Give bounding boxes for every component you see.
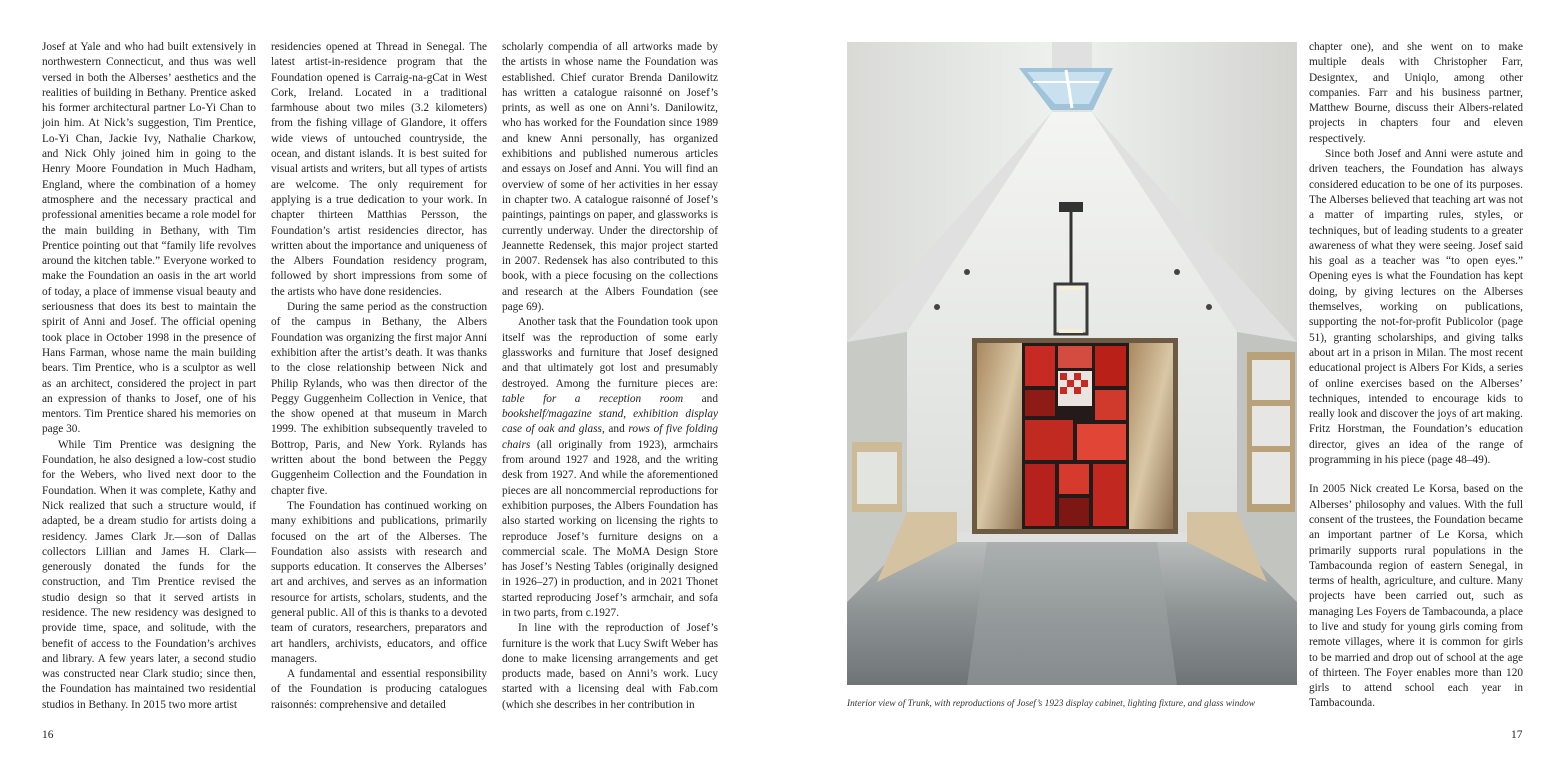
paragraph: In line with the reproduction of Josef’s furniture is the work that Lucy Swift Weber has done to make licensing arrangements and get products made, based on Anni’s work. Lucy started with a licensing deal with Fab.com (which she describes in her contribution in: [502, 622, 718, 711]
italic-title: table for a reception room: [502, 392, 684, 405]
text-run: Another task that the Foundation took upon itself was the reproduction of some early glassworks and furniture that Josef designed and that ultimately got lost and presumably destroyed. Among the furniture pieces are:: [502, 316, 718, 390]
paragraph: During the same period as the construction of the campus in Bethany, the Albers Foundation was organizing the first major Anni exhibition after the artist’s death. It was thanks to the close relationship between Nick and Philip Rylands, who was then director of the Peggy Guggenheim Collection in Venice, that the show opened at that museum in March 1999. The exhibition subsequently traveled to Bottrop, Paris, and New York. Rylands has written about the bond between the Peggy Guggenheim Collection and the Foundation in chapter five.: [271, 301, 487, 497]
text-run: (all originally from 1923), armchairs from around 1927 and 1928, and the writing desk from 1927. And while the aforementioned pieces are all noncommercial reproductions for exhibition purposes, the Albers Foundation has also started working on licensing the rights to reproduce Josef’s furniture designs on a commercial scale. The MoMA Design Store has Josef’s Nesting Tables (originally designed in 1926–27) in production, and in 2021 Thonet started reproducing Josef’s armchair, and sofa in two parts, from c.1927.: [502, 438, 718, 619]
paragraph: scholarly compendia of all artworks made by the artists in whose name the Foundation was established. Chief curator Brenda Danilowitz has written a catalogue raisonné on Josef’s prints, as well as one on Anni’s. Danilowitz, who has worked for the Foundation since 1989 and knew Anni personally, has organized exhibitions and published numerous articles and essays on Josef and Anni. You will find an overview of some of her activities in her essay in chapter two. A catalogue raisonné of Josef’s paintings, paintings on paper, and glassworks is currently underway. Under the directorship of Jeannette Redensek, this major project started in 2007. Redensek has also contributed to this book, with a piece focusing on the collections and research at the Albers Foundation (see page 69).: [502, 41, 718, 314]
paragraph: The Foundation has continued working on many exhibitions and publications, primarily focused on the art of the Alberses. The Foundation also assists with research and supports education. It conserves the Alberses’ art and archives, and serves as an information resource for artists, scholars, students, and the general public. All of this is thanks to a devoted team of curators, researchers, preparators and art handlers, archivists, educators, and office managers.: [271, 499, 487, 665]
italic-title: bookshelf/magazine stand: [502, 408, 624, 421]
interior-illustration: [847, 42, 1297, 685]
window-trees-right: [1129, 343, 1173, 529]
spotlight: [964, 269, 970, 275]
right-page: [782, 0, 1565, 782]
paragraph: While Tim Prentice was designing the Foundation, he also designed a low-cost studio for the Webers, who lived next door to the Foundation. When it was complete, Kathy and Nick realized that such a structure would, if adapted, be a dream studio for artists doing a residency. James Clark Jr.—son of Dallas collectors Lillian and James H. Clark—generously donated the funds for the construction, and Tim Prentice revised the studio design so that it served artists in residence. The new residency was designed to provide time, space, and solitude, with the benefit of access to the Foundation’s archives and library. A few years later, a second studio was constructed near Clark studio; since then, the Foundation has maintained two residential studios in Bethany. In 2015 two more artist: [42, 438, 256, 711]
window-trees-left: [977, 343, 1022, 529]
spotlight: [1206, 304, 1212, 310]
text-column-3: [502, 40, 718, 713]
paragraph: Since both Josef and Anni were astute and driven teachers, the Foundation has always considered education to be one of its purposes. The Alberses believed that teaching art was not a matter of imparting rules, styles, or techniques, but of leading students to a greater awareness of what they were seeing. Josef said his goal as a teacher was “to open eyes.” Opening eyes is what the Foundation has kept doing, by giving lectures on the Alberses themselves, working on publications, supporting the not-for-profit Publicolor (page 51), granting scholarships, and giving talks about art in a prison in Milan. The most recent educational project is Albers For Kids, a series of online exercises based on the Alberses’ techniques, intended to encourage kids to really look and discover the joys of art making. Fritz Horstman, the Foundation’s education director, gives an idea of the range of programming in his piece (page 48–49).: [1309, 148, 1523, 467]
text-run: and: [683, 392, 718, 405]
spotlight: [934, 304, 940, 310]
paragraph: A fundamental and essential responsibility of the Foundation is producing catalogues raisonnés: comprehensive and detailed: [271, 668, 487, 711]
text-column-1: [42, 40, 256, 713]
italic-title: exhibition display case of oak and glass: [502, 408, 718, 436]
paragraph: chapter one), and she went on to make multiple deals with Christopher Farr, Designtex, and Uniqlo, among other companies. Farr and his business partner, Matthew Bourne, discuss their Albers-related projects in chapters four and eleven respectively.: [1309, 41, 1523, 145]
paragraph: Josef at Yale and who had built extensively in northwestern Connecticut, and thus was well versed in both the Alberses’ aesthetics and the realities of building in Bethany. Prentice asked his former architectural partner Lo-Yi Chan to join him. At Nick’s suggestion, Tim Prentice, Lo-Yi Chan, Jackie Ivy, Nathalie Charkow, and Nick Ohly joined him in going to the Henry Moore Foundation in Much Hadham, England, where the combination of a homey atmosphere and the necessary practical and professional amenities became a role model for the main building in Bethany, with Tim Prentice pointing out that “family life revolves around the kitchen table.” Everyone worked to make the Foundation an oasis in the art world of today, a place of immense visual beauty and seriousness that does its best to maintain the spirit of Anni and Josef. The official opening took place in October 1998 in the presence of Hans Farman, whose name the main building bears. Tim Prentice, who is a sculptor as well as an architect, considered the project in part an expression of thanks to Josef, one of his mentors. Tim Prentice shared his memories on page 30.: [42, 41, 256, 436]
interior-photo: [847, 42, 1297, 685]
page-number: 16: [42, 729, 54, 741]
page-number: 17: [1511, 729, 1523, 741]
paragraph: residencies opened at Thread in Senegal. The latest artist-in-residence program that the Foundation opened is Carraig-na-gCat in West Cork, Ireland. Located in a traditional farmhouse about two miles (3.2 kilometers) from the fishing village of Glandore, it offers wide views of untouched countryside, the ocean, and distant islands. It is best suited for visual artists and writers, but all types of artists are welcome. The only requirement for applying is a true dedication to your work. In chapter thirteen Matthias Persson, the Foundation’s artist residencies director, has written about the importance and uniqueness of the Albers Foundation residency program, followed by short impressions from some of the artists who have done residencies.: [271, 41, 487, 298]
left-page: [0, 0, 782, 782]
glass-window: [1022, 343, 1129, 529]
italic-title: rows of five folding chairs: [502, 423, 718, 451]
text-run: ,: [623, 408, 634, 421]
text-run: , and: [601, 423, 629, 436]
spotlight: [1174, 269, 1180, 275]
paragraph: In 2005 Nick created Le Korsa, based on the Alberses’ philosophy and values. With the full consent of the trustees, the Foundation became an important partner of Le Korsa, which primarily supports rural populations in the Tambacounda region of eastern Senegal, in terms of health, agriculture, and culture. Many projects have been carried out, such as managing Les Foyers de Tambacounda, a place to live and study for young girls coming from remote villages, where it is common for girls to be married and drop out of school at the age of thirteen. The Foyer enables more than 120 girls to attend school each year in Tambacounda.: [1309, 483, 1523, 710]
photo-caption: Interior view of Trunk, with reproductions of Josef’s 1923 display cabinet, lighting fixture, and glass window: [847, 699, 1255, 709]
paragraph-with-italics: [502, 315, 718, 621]
text-column-4: [1309, 40, 1523, 712]
text-column-2: [271, 40, 487, 713]
